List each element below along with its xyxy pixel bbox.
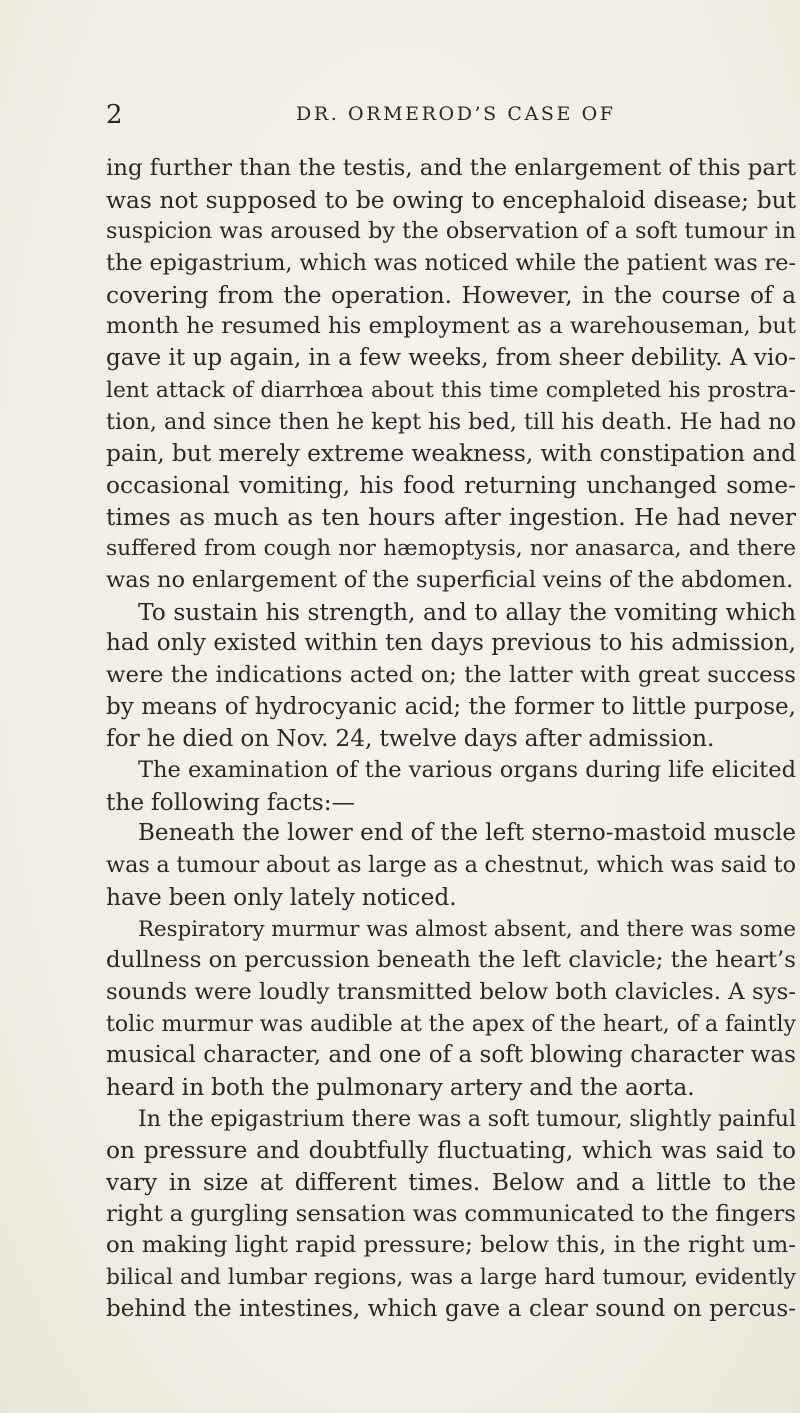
text-line: the following facts:— [106,788,355,816]
text-line: times as much as ten hours after ingestion. He had never [106,503,796,531]
text-line: tolic murmur was audible at the apex of the heart, of a faintly [106,1011,796,1037]
text-line: the epigastrium, which was noticed while the patient was re- [106,250,796,277]
text-line: for he died on Nov. 24, twelve days after admission. [106,725,715,753]
text-line: covering from the operation. However, in the course of a [106,281,796,309]
text-line: behind the intestines, which gave a clear sound on percus- [106,1295,796,1322]
text-line: musical character, and one of a soft blowing character was [106,1042,796,1069]
text-line: dullness on percussion beneath the left clavicle; the heart’s [106,947,796,974]
text-line: lent attack of diarrhœa about this time completed his prostra- [106,377,796,403]
text-line: occasional vomiting, his food returning unchanged some- [106,471,796,499]
text-line: month he resumed his employment as a warehouseman, but [106,313,796,340]
text-line: ing further than the testis, and the enlargement of this part [106,155,796,181]
text-line: pain, but merely extreme weakness, with constipation and [106,440,796,468]
text-line: was no enlargement of the superficial veins of the abdomen. [106,566,794,593]
text-line: In the epigastrium there was a soft tumour, slightly painful [138,1106,796,1132]
paragraph [106,914,796,1104]
text-line: on pressure and doubtfully fluctuating, which was said to [106,1137,796,1165]
text-line: heard in both the pulmonary artery and the aorta. [106,1073,695,1101]
text-line: Beneath the lower end of the left sterno-mastoid muscle [138,820,796,847]
text-line: were the indications acted on; the latter with great success [106,662,796,688]
text-line: To sustain his strength, and to allay the vomiting which [138,598,796,626]
page-header [106,100,796,136]
text-line: was not supposed to be owing to encephaloid disease; but [106,186,796,214]
running-head: DR. ORMEROD’S CASE OF [296,103,616,125]
page-number: 2 [106,100,124,130]
text-line: was a tumour about as large as a chestnut, which was said to [106,852,796,879]
paragraph [106,153,796,597]
text-line: right a gurgling sensation was communicated to the fingers [106,1200,796,1227]
text-line: sounds were loudly transmitted below both clavicles. A sys- [106,978,796,1005]
text-line: suffered from cough nor hæmoptysis, nor anasarca, and there [106,536,796,562]
paragraph [106,597,796,755]
text-line: have been only lately noticed. [106,883,457,911]
paragraph [106,818,796,913]
text-line: The examination of the various organs during life elicited [138,757,796,784]
text-line: vary in size at different times. Below and a little to the [106,1169,796,1196]
text-line: on making light rapid pressure; below this, in the right um- [106,1232,796,1259]
text-line: by means of hydrocyanic acid; the former to little purpose, [106,693,796,720]
text-line: had only existed within ten days previous to his admission, [106,630,796,657]
text-line: bilical and lumbar regions, was a large hard tumour, evidently [106,1265,796,1291]
paragraph [106,755,796,818]
text-line: gave it up again, in a few weeks, from sheer debility. A vio- [106,345,796,372]
body-text [106,153,796,1325]
text-line: suspicion was aroused by the observation of a soft tumour in [106,218,796,245]
text-line: Respiratory murmur was almost absent, and there was some [138,916,796,942]
text-line: tion, and since then he kept his bed, till his death. He had no [106,408,796,435]
paragraph [106,1104,796,1326]
